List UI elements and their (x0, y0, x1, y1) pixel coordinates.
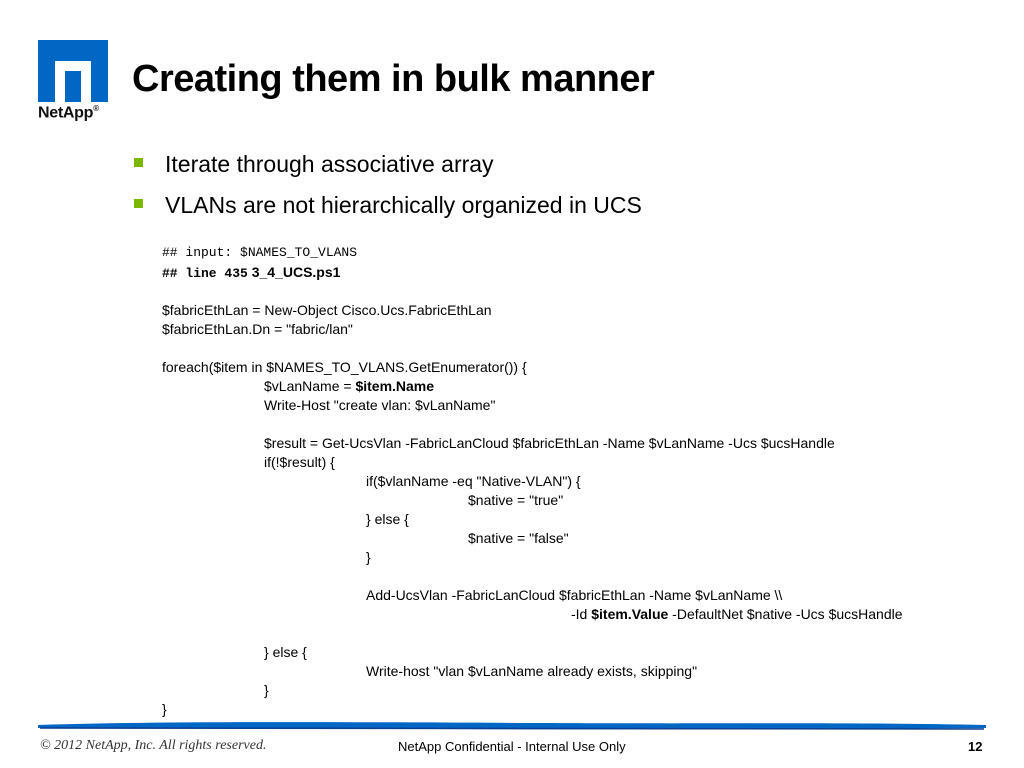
code-line: foreach($item in $NAMES_TO_VLANS.GetEnumerator()) { (162, 359, 527, 375)
bullet-item (132, 144, 642, 185)
code-line: $fabricEthLan = New-Object Cisco.Ucs.FabricEthLan (162, 302, 492, 318)
slide-title: Creating them in bulk manner (132, 58, 655, 100)
code-line: } else { (264, 644, 307, 660)
code-line: $native = "false" (468, 530, 569, 546)
code-line: } (162, 701, 167, 717)
bullet-square-icon (134, 158, 143, 167)
code-line: $result = Get-UcsVlan -FabricLanCloud $fabricEthLan -Name $vLanName -Ucs $ucsHandle (264, 435, 835, 451)
code-line: Write-host "vlan $vLanName already exists, skipping" (366, 663, 698, 679)
code-line: } (366, 549, 371, 565)
code-line: if($vlanName -eq "Native-VLAN") { (366, 473, 581, 489)
page-number: 12 (968, 739, 983, 754)
netapp-logo (38, 40, 110, 124)
code-comment-input: ## input: $NAMES_TO_VLANS (162, 245, 358, 260)
bullet-text: Iterate through associative array (165, 151, 494, 177)
code-line: Add-UcsVlan -FabricLanCloud $fabricEthLan -Name $vLanName \\ (366, 587, 783, 603)
netapp-n-icon (38, 40, 108, 102)
confidential-label: NetApp Confidential - Internal Use Only (398, 739, 626, 754)
code-line: $fabricEthLan.Dn = "fabric/lan" (162, 321, 353, 337)
code-line: Write-Host "create vlan: $vLanName" (264, 397, 496, 413)
bullet-square-icon (134, 199, 143, 208)
copyright-text: © 2012 NetApp, Inc. All rights reserved. (40, 738, 267, 753)
code-line: $vLanName = $item.Name (264, 378, 435, 394)
code-line: if(!$result) { (264, 454, 335, 470)
code-comment-line: ## line 435 3_4_UCS.ps1 (162, 264, 341, 281)
code-line: $native = "true" (468, 492, 564, 508)
netapp-wordmark: NetApp® (38, 104, 99, 122)
bullet-text: VLANs are not hierarchically organized in UCS (165, 192, 642, 218)
code-line: -Id $item.Value -DefaultNet $native -Ucs $ucsHandle (571, 606, 903, 622)
code-line: } else { (366, 511, 409, 527)
bullet-item (132, 185, 642, 226)
footer-divider (38, 719, 986, 731)
bullet-list (132, 144, 642, 226)
code-line: } (264, 682, 269, 698)
